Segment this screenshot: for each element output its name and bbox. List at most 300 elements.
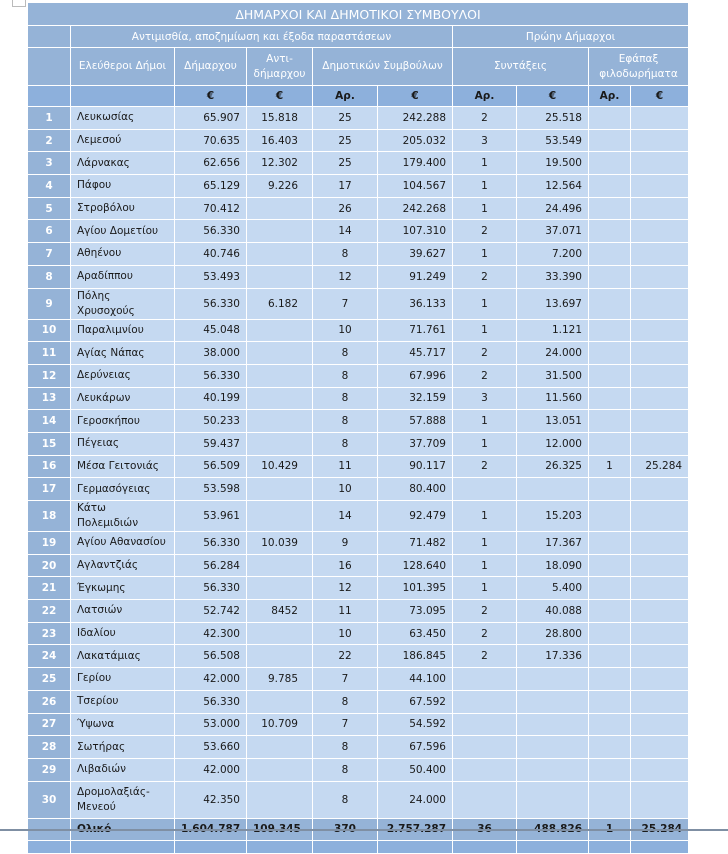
lump-sum-count: [589, 713, 631, 736]
row-index: 7: [28, 243, 71, 266]
lump-sum-amount: [631, 432, 689, 455]
pensions-amount: 24.000: [517, 342, 589, 365]
municipality-name: Αγίου Αθανασίου: [71, 532, 175, 555]
table-row: [28, 478, 689, 501]
lump-sum-amount: [631, 319, 689, 342]
lump-sum-count: [589, 152, 631, 175]
row-index: 26: [28, 690, 71, 713]
mayor-amount: 53.961: [175, 501, 247, 532]
lump-sum-count: [589, 342, 631, 365]
deputy-mayor-amount: 8452: [247, 600, 313, 623]
blank-unit-cell: [28, 86, 71, 107]
table-row: [28, 600, 689, 623]
lump-sum-count: [589, 622, 631, 645]
mayor-amount: 53.493: [175, 265, 247, 288]
table-row: [28, 577, 689, 600]
lump-sum-amount: [631, 668, 689, 691]
lump-sum-amount: [631, 265, 689, 288]
councillors-count: 8: [313, 736, 378, 759]
blank-cell: [313, 840, 378, 853]
mayor-amount: 50.233: [175, 410, 247, 433]
lump-sum-count: [589, 175, 631, 198]
column-header-municipality: Ελεύθεροι Δήμοι: [71, 48, 175, 86]
pensions-amount: 13.697: [517, 288, 589, 319]
mayor-amount: 56.330: [175, 364, 247, 387]
deputy-mayor-amount: [247, 319, 313, 342]
municipal-compensation-table: [27, 2, 689, 854]
pensions-count: 2: [453, 220, 517, 243]
pensions-amount: 31.500: [517, 364, 589, 387]
municipality-name: Γερμασόγειας: [71, 478, 175, 501]
mayor-amount: 62.656: [175, 152, 247, 175]
unit-councillors-eur: €: [378, 86, 453, 107]
blank-cell: [247, 840, 313, 853]
deputy-mayor-amount: 15.818: [247, 107, 313, 130]
lump-sum-amount: [631, 220, 689, 243]
row-index: 9: [28, 288, 71, 319]
councillors-count: 10: [313, 319, 378, 342]
councillors-count: 8: [313, 432, 378, 455]
pensions-amount: 11.560: [517, 387, 589, 410]
row-index: 25: [28, 668, 71, 691]
table-row: [28, 668, 689, 691]
councillors-amount: 107.310: [378, 220, 453, 243]
pensions-amount: 17.336: [517, 645, 589, 668]
unit-pensions-eur: €: [517, 86, 589, 107]
councillors-count: 7: [313, 713, 378, 736]
pensions-amount: 18.090: [517, 554, 589, 577]
pensions-count: 1: [453, 577, 517, 600]
councillors-amount: 37.709: [378, 432, 453, 455]
municipality-name: Αγίου Δομετίου: [71, 220, 175, 243]
pensions-amount: 7.200: [517, 243, 589, 266]
lump-sum-amount: [631, 501, 689, 532]
municipality-name: Πόλης Χρυσοχούς: [71, 288, 175, 319]
councillors-amount: 67.596: [378, 736, 453, 759]
deputy-mayor-amount: [247, 781, 313, 818]
deputy-mayor-amount: [247, 690, 313, 713]
pensions-count: 1: [453, 175, 517, 198]
unit-lump-eur: €: [631, 86, 689, 107]
pensions-count: 2: [453, 645, 517, 668]
blank-header-cell: [28, 48, 71, 86]
councillors-count: 11: [313, 600, 378, 623]
table-row: [28, 501, 689, 532]
table-row: [28, 713, 689, 736]
table-row: [28, 690, 689, 713]
deputy-mayor-amount: [247, 265, 313, 288]
table-row: [28, 736, 689, 759]
councillors-count: 8: [313, 690, 378, 713]
pensions-amount: 53.549: [517, 129, 589, 152]
unit-pensions-count: Αρ.: [453, 86, 517, 107]
deputy-mayor-amount: [247, 410, 313, 433]
deputy-mayor-amount: [247, 197, 313, 220]
municipality-name: Μέσα Γειτονιάς: [71, 455, 175, 478]
pensions-count: 2: [453, 622, 517, 645]
blank-footer-row: [28, 840, 689, 853]
row-index: 2: [28, 129, 71, 152]
table-row: [28, 455, 689, 478]
municipality-name: Αραδίππου: [71, 265, 175, 288]
municipality-name: Τσερίου: [71, 690, 175, 713]
councillors-amount: 242.268: [378, 197, 453, 220]
column-header-deputy-mayor: Αντι-δήμαρχου: [247, 48, 313, 86]
deputy-mayor-amount: 16.403: [247, 129, 313, 152]
table-row: [28, 288, 689, 319]
row-index: 10: [28, 319, 71, 342]
row-index: 30: [28, 781, 71, 818]
councillors-count: 8: [313, 387, 378, 410]
councillors-count: 26: [313, 197, 378, 220]
councillors-amount: 186.845: [378, 645, 453, 668]
municipality-name: Έγκωμης: [71, 577, 175, 600]
pensions-amount: 37.071: [517, 220, 589, 243]
row-index: 5: [28, 197, 71, 220]
pensions-count: [453, 668, 517, 691]
deputy-mayor-amount: [247, 577, 313, 600]
pensions-amount: 24.496: [517, 197, 589, 220]
councillors-amount: 54.592: [378, 713, 453, 736]
deputy-mayor-amount: [247, 243, 313, 266]
lump-sum-amount: [631, 622, 689, 645]
councillors-amount: 24.000: [378, 781, 453, 818]
mayor-amount: 56.330: [175, 690, 247, 713]
pensions-count: [453, 690, 517, 713]
deputy-mayor-amount: [247, 432, 313, 455]
lump-sum-amount: [631, 600, 689, 623]
table-row: [28, 645, 689, 668]
unit-deputy-mayor: €: [247, 86, 313, 107]
pensions-amount: 26.325: [517, 455, 589, 478]
pensions-count: 1: [453, 532, 517, 555]
pensions-amount: 25.518: [517, 107, 589, 130]
councillors-count: 8: [313, 410, 378, 433]
pensions-amount: [517, 781, 589, 818]
councillors-count: 14: [313, 220, 378, 243]
lump-sum-amount: [631, 758, 689, 781]
group-header-current: Αντιμισθία, αποζημίωση και έξοδα παραστάσεων: [71, 26, 453, 48]
unit-councillors-count: Αρ.: [313, 86, 378, 107]
deputy-mayor-amount: 10.709: [247, 713, 313, 736]
municipality-name: Λάρνακας: [71, 152, 175, 175]
row-index: 11: [28, 342, 71, 365]
lump-sum-count: [589, 129, 631, 152]
row-index: 1: [28, 107, 71, 130]
lump-sum-amount: [631, 387, 689, 410]
lump-sum-count: [589, 410, 631, 433]
unit-mayor: €: [175, 86, 247, 107]
municipality-name: Λατσιών: [71, 600, 175, 623]
pensions-count: 3: [453, 129, 517, 152]
blank-cell: [378, 840, 453, 853]
councillors-amount: 45.717: [378, 342, 453, 365]
blank-cell: [71, 840, 175, 853]
councillors-amount: 90.117: [378, 455, 453, 478]
councillors-amount: 242.288: [378, 107, 453, 130]
row-index: 23: [28, 622, 71, 645]
lump-sum-amount: [631, 577, 689, 600]
councillors-count: 12: [313, 577, 378, 600]
lump-sum-amount: [631, 129, 689, 152]
municipality-name: Αγίας Νάπας: [71, 342, 175, 365]
deputy-mayor-amount: [247, 387, 313, 410]
municipality-name: Πέγειας: [71, 432, 175, 455]
pensions-count: 1: [453, 243, 517, 266]
mayor-amount: 45.048: [175, 319, 247, 342]
table-row: [28, 532, 689, 555]
lump-sum-count: [589, 197, 631, 220]
mayor-amount: 40.199: [175, 387, 247, 410]
pensions-count: 1: [453, 197, 517, 220]
pensions-count: 3: [453, 387, 517, 410]
mayor-amount: 42.000: [175, 668, 247, 691]
councillors-amount: 101.395: [378, 577, 453, 600]
column-header-pensions: Συντάξεις: [453, 48, 589, 86]
councillors-amount: 71.761: [378, 319, 453, 342]
municipality-name: Γεροσκήπου: [71, 410, 175, 433]
document-corner-mark: [12, 0, 26, 7]
mayor-amount: 56.330: [175, 577, 247, 600]
deputy-mayor-amount: 10.039: [247, 532, 313, 555]
group-header-former: Πρώην Δήμαρχοι: [453, 26, 689, 48]
lump-sum-count: [589, 600, 631, 623]
councillors-amount: 80.400: [378, 478, 453, 501]
mayor-amount: 70.635: [175, 129, 247, 152]
lump-sum-amount: [631, 736, 689, 759]
councillors-count: 8: [313, 364, 378, 387]
pensions-count: 1: [453, 554, 517, 577]
lump-sum-count: [589, 501, 631, 532]
lump-sum-amount: [631, 645, 689, 668]
pensions-count: [453, 736, 517, 759]
deputy-mayor-amount: [247, 364, 313, 387]
pensions-amount: 13.051: [517, 410, 589, 433]
lump-sum-count: [589, 736, 631, 759]
mayor-amount: 70.412: [175, 197, 247, 220]
lump-sum-count: [589, 668, 631, 691]
councillors-amount: 67.996: [378, 364, 453, 387]
lump-sum-amount: [631, 243, 689, 266]
councillors-amount: 67.592: [378, 690, 453, 713]
lump-sum-count: [589, 387, 631, 410]
row-index: 12: [28, 364, 71, 387]
pensions-count: [453, 478, 517, 501]
municipality-name: Αγλαντζιάς: [71, 554, 175, 577]
pensions-count: 2: [453, 600, 517, 623]
deputy-mayor-amount: [247, 736, 313, 759]
mayor-amount: 59.437: [175, 432, 247, 455]
pensions-count: 1: [453, 152, 517, 175]
pensions-amount: 33.390: [517, 265, 589, 288]
row-index: 14: [28, 410, 71, 433]
lump-sum-amount: [631, 342, 689, 365]
deputy-mayor-amount: [247, 220, 313, 243]
deputy-mayor-amount: [247, 645, 313, 668]
deputy-mayor-amount: 6.182: [247, 288, 313, 319]
councillors-count: 9: [313, 532, 378, 555]
lump-sum-count: [589, 288, 631, 319]
municipality-name: Παραλιμνίου: [71, 319, 175, 342]
councillors-amount: 57.888: [378, 410, 453, 433]
councillors-amount: 104.567: [378, 175, 453, 198]
municipality-name: Ύψωνα: [71, 713, 175, 736]
mayor-amount: 65.129: [175, 175, 247, 198]
deputy-mayor-amount: [247, 554, 313, 577]
lump-sum-count: [589, 265, 631, 288]
blank-cell: [517, 840, 589, 853]
deputy-mayor-amount: 10.429: [247, 455, 313, 478]
pensions-amount: [517, 478, 589, 501]
pensions-count: [453, 713, 517, 736]
deputy-mayor-amount: 12.302: [247, 152, 313, 175]
table-row: [28, 107, 689, 130]
councillors-count: 25: [313, 107, 378, 130]
row-index: 16: [28, 455, 71, 478]
councillors-count: 14: [313, 501, 378, 532]
row-index: 17: [28, 478, 71, 501]
councillors-count: 10: [313, 622, 378, 645]
lump-sum-count: [589, 220, 631, 243]
blank-cell: [631, 840, 689, 853]
column-header-councillors: Δημοτικών Συμβούλων: [313, 48, 453, 86]
table-row: [28, 364, 689, 387]
table-row: [28, 554, 689, 577]
lump-sum-count: [589, 243, 631, 266]
pensions-count: [453, 758, 517, 781]
table-row: [28, 243, 689, 266]
lump-sum-count: 1: [589, 455, 631, 478]
pensions-amount: 15.203: [517, 501, 589, 532]
pensions-amount: 5.400: [517, 577, 589, 600]
lump-sum-amount: [631, 781, 689, 818]
councillors-count: 8: [313, 243, 378, 266]
blank-unit-cell: [71, 86, 175, 107]
mayor-amount: 56.330: [175, 220, 247, 243]
councillors-count: 7: [313, 288, 378, 319]
row-index: 21: [28, 577, 71, 600]
pensions-amount: 19.500: [517, 152, 589, 175]
row-index: 27: [28, 713, 71, 736]
table-row: [28, 129, 689, 152]
lump-sum-count: [589, 532, 631, 555]
mayor-amount: 40.746: [175, 243, 247, 266]
lump-sum-amount: [631, 152, 689, 175]
lump-sum-count: [589, 364, 631, 387]
municipality-name: Κάτω Πολεμιδιών: [71, 501, 175, 532]
pensions-count: 1: [453, 410, 517, 433]
municipality-name: Δρομολαξιάς-Μενεού: [71, 781, 175, 818]
councillors-amount: 44.100: [378, 668, 453, 691]
councillors-amount: 128.640: [378, 554, 453, 577]
table-row: [28, 622, 689, 645]
pensions-count: 2: [453, 265, 517, 288]
lump-sum-amount: [631, 410, 689, 433]
pensions-amount: [517, 668, 589, 691]
councillors-count: 8: [313, 342, 378, 365]
pensions-count: [453, 781, 517, 818]
municipality-name: Λεμεσού: [71, 129, 175, 152]
blank-cell: [589, 840, 631, 853]
deputy-mayor-amount: [247, 478, 313, 501]
row-index: 8: [28, 265, 71, 288]
pensions-count: 2: [453, 342, 517, 365]
row-index: 24: [28, 645, 71, 668]
lump-sum-count: [589, 554, 631, 577]
mayor-amount: 42.300: [175, 622, 247, 645]
lump-sum-amount: [631, 690, 689, 713]
councillors-count: 8: [313, 781, 378, 818]
deputy-mayor-amount: 9.785: [247, 668, 313, 691]
mayor-amount: 38.000: [175, 342, 247, 365]
deputy-mayor-amount: [247, 758, 313, 781]
mayor-amount: 53.598: [175, 478, 247, 501]
row-index: 22: [28, 600, 71, 623]
councillors-amount: 92.479: [378, 501, 453, 532]
table-row: [28, 432, 689, 455]
pensions-amount: [517, 690, 589, 713]
table-row: [28, 387, 689, 410]
pensions-amount: [517, 736, 589, 759]
row-index: 4: [28, 175, 71, 198]
table-row: [28, 758, 689, 781]
councillors-amount: 39.627: [378, 243, 453, 266]
blank-cell: [453, 840, 517, 853]
municipality-name: Σωτήρας: [71, 736, 175, 759]
municipality-name: Λακατάμιας: [71, 645, 175, 668]
pensions-amount: [517, 758, 589, 781]
councillors-amount: 50.400: [378, 758, 453, 781]
councillors-count: 7: [313, 668, 378, 691]
councillors-amount: 32.159: [378, 387, 453, 410]
row-index: 28: [28, 736, 71, 759]
column-header-lump-sum: Εφάπαξ φιλοδωρήματα: [589, 48, 689, 86]
municipality-name: Ιδαλίου: [71, 622, 175, 645]
row-index: 13: [28, 387, 71, 410]
councillors-count: 17: [313, 175, 378, 198]
lump-sum-count: [589, 758, 631, 781]
pensions-count: 2: [453, 455, 517, 478]
lump-sum-amount: [631, 532, 689, 555]
councillors-count: 8: [313, 758, 378, 781]
table-row: [28, 220, 689, 243]
column-header-mayor: Δήμαρχου: [175, 48, 247, 86]
municipality-name: Δερύνειας: [71, 364, 175, 387]
councillors-count: 25: [313, 152, 378, 175]
pensions-count: 1: [453, 501, 517, 532]
table-row: [28, 342, 689, 365]
lump-sum-count: [589, 781, 631, 818]
mayor-amount: 56.284: [175, 554, 247, 577]
table-row: [28, 410, 689, 433]
mayor-amount: 56.508: [175, 645, 247, 668]
councillors-count: 16: [313, 554, 378, 577]
mayor-amount: 56.509: [175, 455, 247, 478]
lump-sum-amount: [631, 107, 689, 130]
lump-sum-amount: 25.284: [631, 455, 689, 478]
mayor-amount: 56.330: [175, 288, 247, 319]
councillors-amount: 205.032: [378, 129, 453, 152]
table-row: [28, 265, 689, 288]
lump-sum-amount: [631, 197, 689, 220]
municipality-name: Λευκάρων: [71, 387, 175, 410]
councillors-count: 12: [313, 265, 378, 288]
mayor-amount: 56.330: [175, 532, 247, 555]
row-index: 3: [28, 152, 71, 175]
table-title: ΔΗΜΑΡΧΟΙ ΚΑΙ ΔΗΜΟΤΙΚΟΙ ΣΥΜΒΟΥΛΟΙ: [28, 3, 689, 26]
councillors-amount: 91.249: [378, 265, 453, 288]
lump-sum-count: [589, 432, 631, 455]
